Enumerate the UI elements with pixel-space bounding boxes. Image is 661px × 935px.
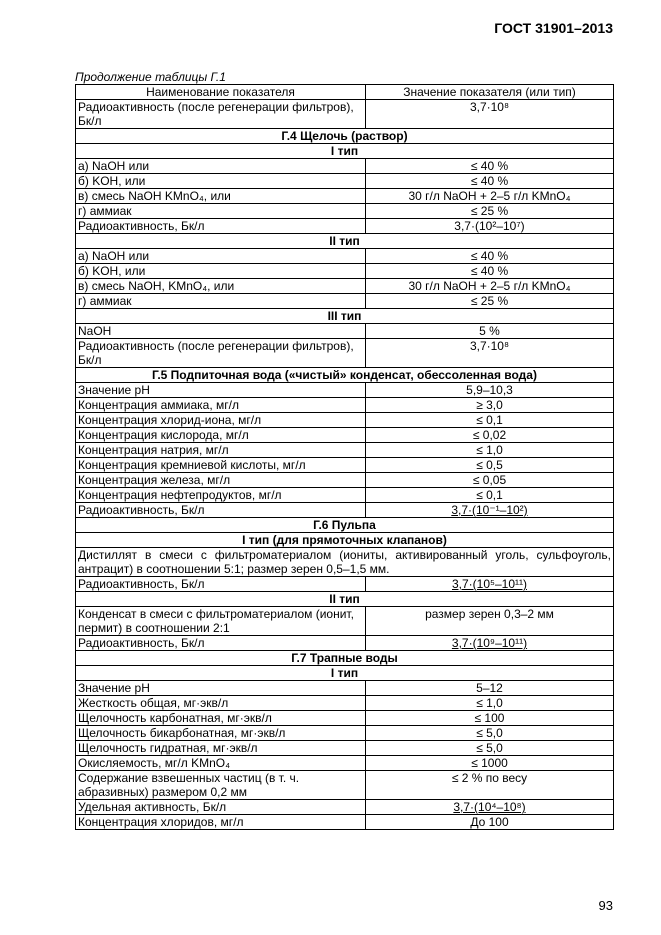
row-value: До 100 — [366, 815, 614, 830]
table-row — [76, 458, 614, 473]
table-row — [76, 488, 614, 503]
table-row — [76, 339, 614, 368]
section-row — [76, 533, 614, 548]
table-row — [76, 189, 614, 204]
table-row — [76, 324, 614, 339]
table-row — [76, 503, 614, 518]
type-title: I тип (для прямоточных клапанов) — [76, 533, 614, 548]
row-name: г) аммиак — [76, 204, 366, 219]
row-name: Удельная активность, Бк/л — [76, 800, 366, 815]
row-name: Щелочность карбонатная, мг·экв/л — [76, 711, 366, 726]
table-row — [76, 800, 614, 815]
row-value: 3,7·(10⁻¹–10²) — [366, 503, 614, 518]
section-title: Г.6 Пульпа — [76, 518, 614, 533]
row-name: NaOH — [76, 324, 366, 339]
section-row — [76, 651, 614, 666]
row-value: ≤ 0,02 — [366, 428, 614, 443]
table-header-row — [76, 85, 614, 100]
section-title: Г.4 Щелочь (раствор) — [76, 129, 614, 144]
row-value: размер зерен 0,3–2 мм — [366, 607, 614, 636]
table-row — [76, 294, 614, 309]
row-name: Дистиллят в смеси с фильтроматериалом (иониты, активированный уголь, сульфоуголь, антрацит) в соотношении 5:1; размер зерен 0,5–1,5 мм. — [76, 548, 614, 577]
row-value: ≤ 2 % по весу — [366, 771, 614, 800]
row-value: ≤ 40 % — [366, 264, 614, 279]
table-row — [76, 264, 614, 279]
row-name: а) NaOH или — [76, 159, 366, 174]
table-row — [76, 383, 614, 398]
row-value: ≤ 40 % — [366, 174, 614, 189]
row-name: Концентрация кислорода, мг/л — [76, 428, 366, 443]
type-title: II тип — [76, 592, 614, 607]
row-name: Значение pH — [76, 681, 366, 696]
table-row — [76, 219, 614, 234]
row-name: а) NaOH или — [76, 249, 366, 264]
section-title: Г.7 Трапные воды — [76, 651, 614, 666]
type-title: III тип — [76, 309, 614, 324]
section-row — [76, 368, 614, 383]
row-value: ≤ 25 % — [366, 294, 614, 309]
table-row — [76, 443, 614, 458]
table-row — [76, 771, 614, 800]
row-name: Концентрация железа, мг/л — [76, 473, 366, 488]
row-value: 30 г/л NaOH + 2–5 г/л KMnO₄ — [366, 189, 614, 204]
section-row — [76, 234, 614, 249]
row-value: ≤ 1,0 — [366, 696, 614, 711]
table-row — [76, 815, 614, 830]
row-name: Радиоактивность (после регенерации фильтров), Бк/л — [76, 339, 366, 368]
table-row — [76, 249, 614, 264]
row-value: ≤ 0,1 — [366, 488, 614, 503]
type-title: I тип — [76, 144, 614, 159]
row-name: Радиоактивность, Бк/л — [76, 636, 366, 651]
row-name: Значение pH — [76, 383, 366, 398]
page-number: 93 — [598, 898, 613, 913]
row-value: ≤ 40 % — [366, 249, 614, 264]
table-row — [76, 174, 614, 189]
table-row — [76, 548, 614, 577]
row-value: ≤ 5,0 — [366, 726, 614, 741]
row-name: Концентрация хлоридов, мг/л — [76, 815, 366, 830]
table-row — [76, 636, 614, 651]
table-row — [76, 681, 614, 696]
row-value: ≥ 3,0 — [366, 398, 614, 413]
row-name: Концентрация кремниевой кислоты, мг/л — [76, 458, 366, 473]
row-value: 5–12 — [366, 681, 614, 696]
row-name: Концентрация хлорид-иона, мг/л — [76, 413, 366, 428]
table-row — [76, 473, 614, 488]
row-value: ≤ 100 — [366, 711, 614, 726]
section-row — [76, 144, 614, 159]
section-row — [76, 592, 614, 607]
row-name: Конденсат в смеси с фильтроматериалом (ионит, пермит) в соотношении 2:1 — [76, 607, 366, 636]
row-name: б) KOH, или — [76, 174, 366, 189]
row-value: 5,9–10,3 — [366, 383, 614, 398]
table-row — [76, 159, 614, 174]
column-header-name: Наименование показателя — [76, 85, 366, 100]
row-name: Концентрация натрия, мг/л — [76, 443, 366, 458]
row-value: ≤ 5,0 — [366, 741, 614, 756]
row-value: ≤ 25 % — [366, 204, 614, 219]
row-value: ≤ 1000 — [366, 756, 614, 771]
row-name: Концентрация аммиака, мг/л — [76, 398, 366, 413]
row-value: ≤ 40 % — [366, 159, 614, 174]
type-title: I тип — [76, 666, 614, 681]
table-row — [76, 696, 614, 711]
row-value: 3,7·10⁸ — [366, 100, 614, 129]
table-row — [76, 577, 614, 592]
type-title: II тип — [76, 234, 614, 249]
row-name: Содержание взвешенных частиц (в т. ч. абразивных) размером 0,2 мм — [76, 771, 366, 800]
indicator-table — [75, 84, 614, 830]
table-row — [76, 204, 614, 219]
row-value: 3,7·(10²–10⁷) — [366, 219, 614, 234]
table-row — [76, 741, 614, 756]
section-row — [76, 129, 614, 144]
section-row — [76, 518, 614, 533]
row-name: Окисляемость, мг/л KMnO₄ — [76, 756, 366, 771]
row-name: Радиоактивность, Бк/л — [76, 219, 366, 234]
row-value: 30 г/л NaOH + 2–5 г/л KMnO₄ — [366, 279, 614, 294]
row-value: ≤ 0,05 — [366, 473, 614, 488]
row-value: ≤ 1,0 — [366, 443, 614, 458]
table-row — [76, 726, 614, 741]
table-row — [76, 413, 614, 428]
table-row — [76, 398, 614, 413]
row-value: 3,7·(10⁴–10⁸) — [366, 800, 614, 815]
row-name: Радиоактивность (после регенерации фильтров), Бк/л — [76, 100, 366, 129]
row-name: в) смесь NaOH KMnO₄, или — [76, 189, 366, 204]
section-row — [76, 309, 614, 324]
column-header-value: Значение показателя (или тип) — [366, 85, 614, 100]
table-caption: Продолжение таблицы Г.1 — [75, 70, 226, 84]
table-row — [76, 100, 614, 129]
row-name: Радиоактивность, Бк/л — [76, 577, 366, 592]
table-row — [76, 756, 614, 771]
row-name: Концентрация нефтепродуктов, мг/л — [76, 488, 366, 503]
section-row — [76, 666, 614, 681]
table-row — [76, 279, 614, 294]
row-name: б) KOH, или — [76, 264, 366, 279]
row-name: Радиоактивность, Бк/л — [76, 503, 366, 518]
row-value: 5 % — [366, 324, 614, 339]
row-value: 3,7·(10⁹–10¹¹) — [366, 636, 614, 651]
row-name: Щелочность гидратная, мг·экв/л — [76, 741, 366, 756]
table-row — [76, 711, 614, 726]
row-name: Щелочность бикарбонатная, мг·экв/л — [76, 726, 366, 741]
row-value: ≤ 0,5 — [366, 458, 614, 473]
section-title: Г.5 Подпиточная вода («чистый» конденсат, обессоленная вода) — [76, 368, 614, 383]
row-value: 3,7·(10⁵–10¹¹) — [366, 577, 614, 592]
row-name: в) смесь NaOH, KMnO₄, или — [76, 279, 366, 294]
table-row — [76, 428, 614, 443]
row-name: г) аммиак — [76, 294, 366, 309]
row-name: Жесткость общая, мг·экв/л — [76, 696, 366, 711]
table-row — [76, 607, 614, 636]
document-header: ГОСТ 31901–2013 — [494, 20, 613, 36]
row-value: ≤ 0,1 — [366, 413, 614, 428]
row-value: 3,7·10⁸ — [366, 339, 614, 368]
